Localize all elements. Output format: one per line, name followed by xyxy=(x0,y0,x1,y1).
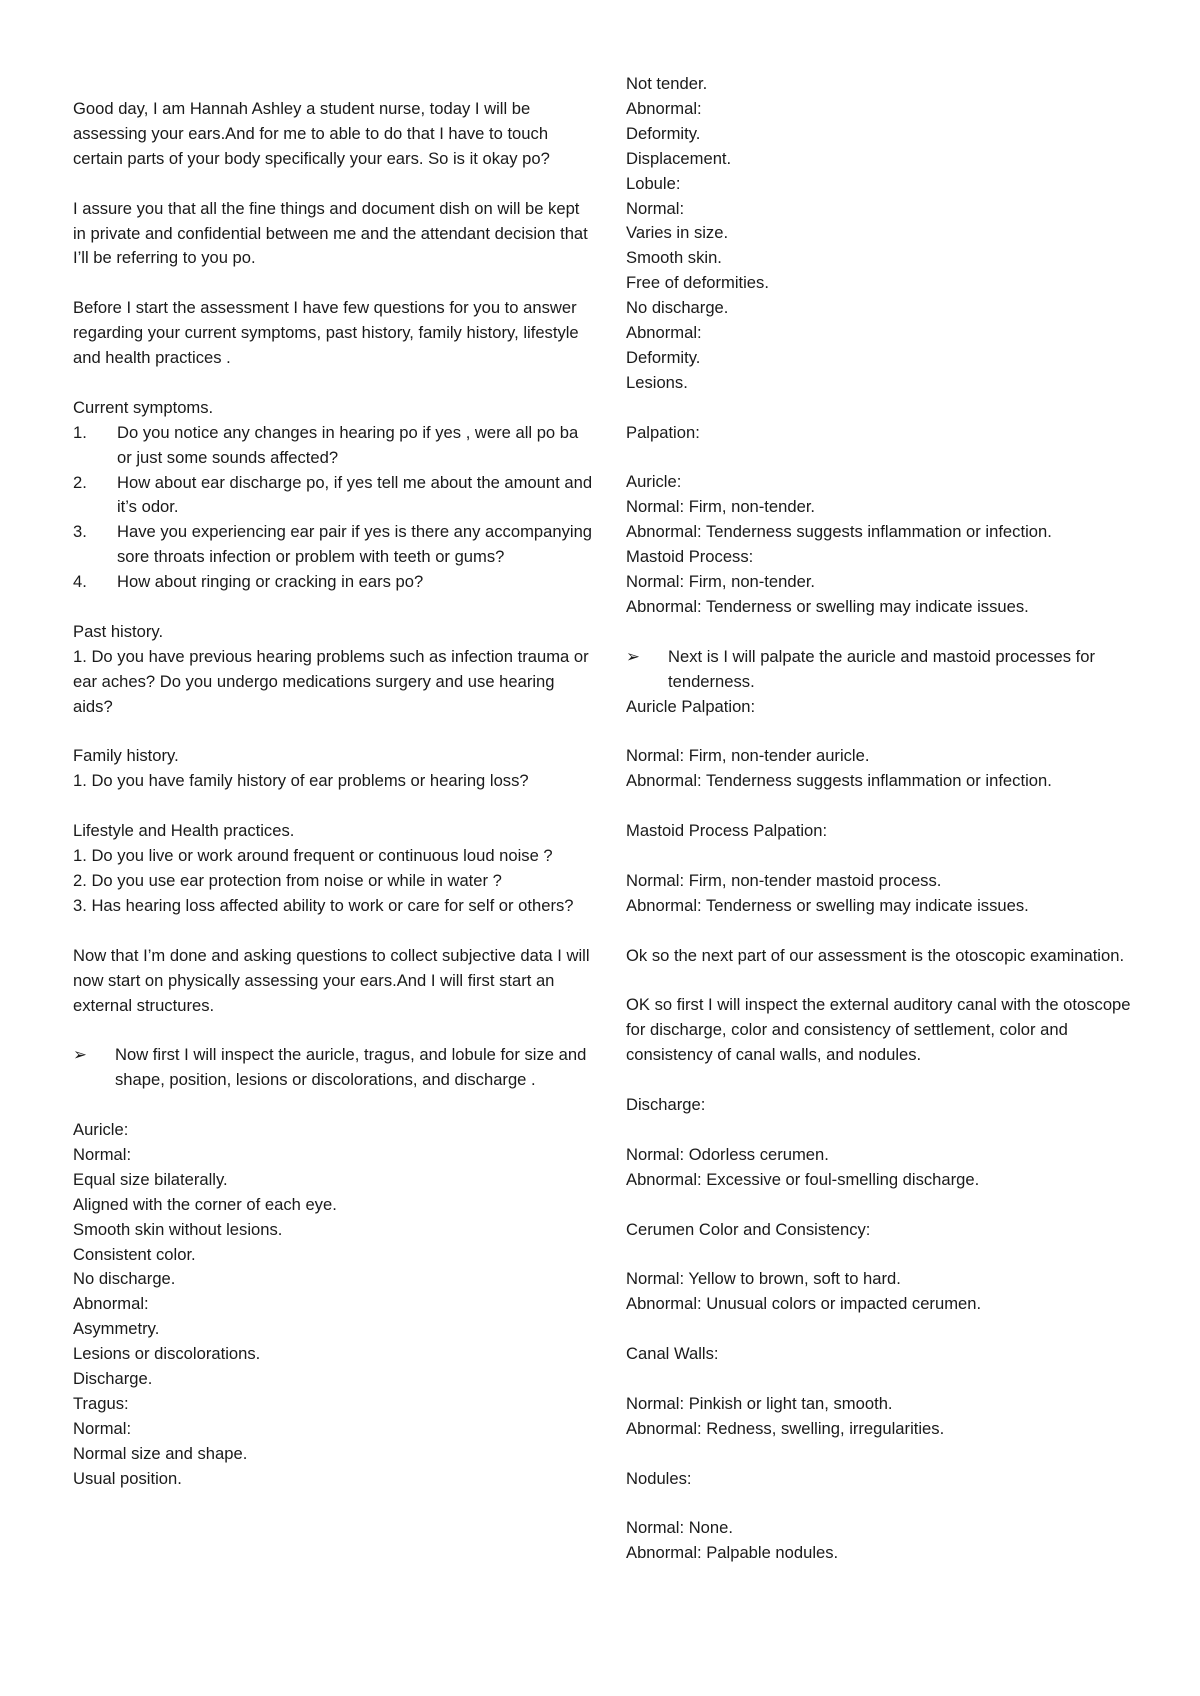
list-item: Abnormal: Redness, swelling, irregularities. xyxy=(626,1418,945,1438)
auricle-palpation-heading: Auricle Palpation: xyxy=(626,696,756,716)
lifestyle-question: 2. Do you use ear protection from noise or while in water ? xyxy=(73,871,502,890)
list-item: Abnormal: Tenderness or swelling may indicate issues. xyxy=(626,597,1029,616)
canal-walls-heading: Canal Walls: xyxy=(626,1344,719,1364)
lifestyle-heading: Lifestyle and Health practices. xyxy=(73,821,295,841)
list-item: Abnormal: Tenderness suggests inflammation or infection. xyxy=(626,771,1052,791)
list-item xyxy=(73,520,595,570)
list-item: Discharge. xyxy=(73,1369,153,1389)
transition-paragraph: Now that I’m done and asking questions to collect subjective data I will now start on physically assessing your ears.And I will first start an external structures. xyxy=(73,945,590,1015)
intro-paragraph: Good day, I am Hannah Ashley a student nurse, today I will be assessing your ears.And for me to able to do that I have to touch certain parts of your body specifically your ears. So is it okay po? xyxy=(73,99,550,168)
list-item: No discharge. xyxy=(73,1269,176,1289)
inspection-continued-list xyxy=(626,72,1146,396)
list-number: 4. xyxy=(73,572,87,592)
list-number: 2. xyxy=(73,472,87,492)
palpation-heading: Palpation: xyxy=(626,422,700,442)
list-item: Normal: Firm, non-tender mastoid process. xyxy=(626,870,942,890)
list-item: Usual position. xyxy=(73,1468,182,1488)
list-item: Normal: xyxy=(73,1144,132,1164)
palpate-bullet xyxy=(626,645,1146,695)
list-item: Normal: xyxy=(73,1418,132,1438)
list-item: Mastoid Process: xyxy=(626,547,754,567)
list-item: Lesions. xyxy=(626,372,688,392)
confidentiality-paragraph: I assure you that all the fine things and document dish on will be kept in private and confidential between me and the attendant decision that I’ll be referring to you po. xyxy=(73,198,588,268)
list-item: Auricle: xyxy=(73,1120,129,1140)
list-item: Asymmetry. xyxy=(73,1319,160,1339)
questions-intro-paragraph: Before I start the assessment I have few questions for you to answer regarding your current symptoms, past history, family history, lifestyle and health practices . xyxy=(73,298,579,368)
family-history-heading: Family history. xyxy=(73,746,179,766)
list-item: Abnormal: Excessive or foul-smelling discharge. xyxy=(626,1169,980,1189)
lifestyle-question: 3. Has hearing loss affected ability to work or care for self or others? xyxy=(73,895,574,915)
list-number: 1. xyxy=(73,422,87,442)
list-item xyxy=(73,421,595,471)
list-item: Deformity. xyxy=(626,347,701,367)
list-text: How about ringing or cracking in ears po? xyxy=(117,572,424,592)
list-item: Normal: xyxy=(626,198,685,218)
auricle-inspection-list xyxy=(73,1118,595,1492)
discharge-heading: Discharge: xyxy=(626,1095,706,1115)
list-item: Normal: Pinkish or light tan, smooth. xyxy=(626,1393,893,1413)
list-item: Normal: None. xyxy=(626,1518,733,1538)
bullet-text: Next is I will palpate the auricle and mastoid processes for tenderness. xyxy=(668,646,1096,691)
list-text: How about ear discharge po, if yes tell me about the amount and it’s odor. xyxy=(117,472,593,517)
list-item: Normal: Firm, non-tender. xyxy=(626,497,816,517)
left-column xyxy=(73,97,595,1492)
list-item: Not tender. xyxy=(626,74,708,93)
otoscopic-intro-paragraph: Ok so the next part of our assessment is the otoscopic examination. xyxy=(626,945,1125,965)
list-item: Abnormal: xyxy=(626,323,702,343)
list-item: Deformity. xyxy=(626,123,701,143)
arrow-bullet-icon: ➢ xyxy=(73,1045,87,1065)
list-number: 3. xyxy=(73,522,87,542)
list-item: Abnormal: xyxy=(73,1294,149,1314)
list-item: Abnormal: Tenderness or swelling may indicate issues. xyxy=(626,895,1029,915)
list-item: Aligned with the corner of each eye. xyxy=(73,1194,337,1214)
list-text: Have you experiencing ear pair if yes is there any accompanying sore throats infection or problem with teeth or gums? xyxy=(117,522,593,567)
cerumen-heading: Cerumen Color and Consistency: xyxy=(626,1219,871,1239)
nodules-heading: Nodules: xyxy=(626,1468,692,1488)
list-item: Normal: Odorless cerumen. xyxy=(626,1144,829,1164)
current-symptoms-heading: Current symptoms. xyxy=(73,397,214,417)
list-item: Varies in size. xyxy=(626,223,729,243)
list-item xyxy=(73,570,595,595)
list-item: Auricle: xyxy=(626,472,682,492)
list-item: Normal: Firm, non-tender auricle. xyxy=(626,746,870,766)
list-item: Normal: Yellow to brown, soft to hard. xyxy=(626,1269,901,1289)
otoscopic-inspect-paragraph: OK so first I will inspect the external auditory canal with the otoscope for discharge, color and consistency of settlement, color and consistency of canal walls, and nodules. xyxy=(626,995,1131,1065)
past-history-question: 1. Do you have previous hearing problems such as infection trauma or ear aches? Do you undergo medications surgery and use hearing aids? xyxy=(73,646,589,716)
list-item: Equal size bilaterally. xyxy=(73,1169,228,1189)
list-item: Lesions or discolorations. xyxy=(73,1344,261,1364)
inspect-bullet xyxy=(73,1043,595,1093)
list-item: Normal size and shape. xyxy=(73,1443,248,1463)
arrow-bullet-icon: ➢ xyxy=(626,646,640,666)
lifestyle-question: 1. Do you live or work around frequent or continuous loud noise ? xyxy=(73,846,553,866)
list-item: Consistent color. xyxy=(73,1244,196,1264)
bullet-text: Now first I will inspect the auricle, tragus, and lobule for size and shape, position, lesions or discolorations, and discharge . xyxy=(115,1045,587,1090)
list-item: No discharge. xyxy=(626,298,729,318)
past-history-heading: Past history. xyxy=(73,621,164,641)
palpation-list xyxy=(626,470,1146,619)
list-item: Abnormal: Unusual colors or impacted cerumen. xyxy=(626,1294,982,1314)
list-item xyxy=(73,471,595,521)
list-item: Smooth skin without lesions. xyxy=(73,1219,283,1239)
list-item: Smooth skin. xyxy=(626,248,722,268)
list-item: Abnormal: Palpable nodules. xyxy=(626,1543,839,1563)
mastoid-palpation-heading: Mastoid Process Palpation: xyxy=(626,821,828,841)
list-item: Lobule: xyxy=(626,173,681,193)
list-item: Displacement. xyxy=(626,148,732,168)
list-item: Tragus: xyxy=(73,1393,129,1413)
right-column xyxy=(626,72,1146,1566)
list-text: Do you notice any changes in hearing po if yes , were all po ba or just some sounds affected? xyxy=(117,422,579,467)
family-history-question: 1. Do you have family history of ear problems or hearing loss? xyxy=(73,771,529,791)
list-item: Abnormal: xyxy=(626,98,702,118)
list-item: Normal: Firm, non-tender. xyxy=(626,572,816,592)
list-item: Abnormal: Tenderness suggests inflammation or infection. xyxy=(626,522,1052,542)
list-item: Free of deformities. xyxy=(626,273,769,293)
